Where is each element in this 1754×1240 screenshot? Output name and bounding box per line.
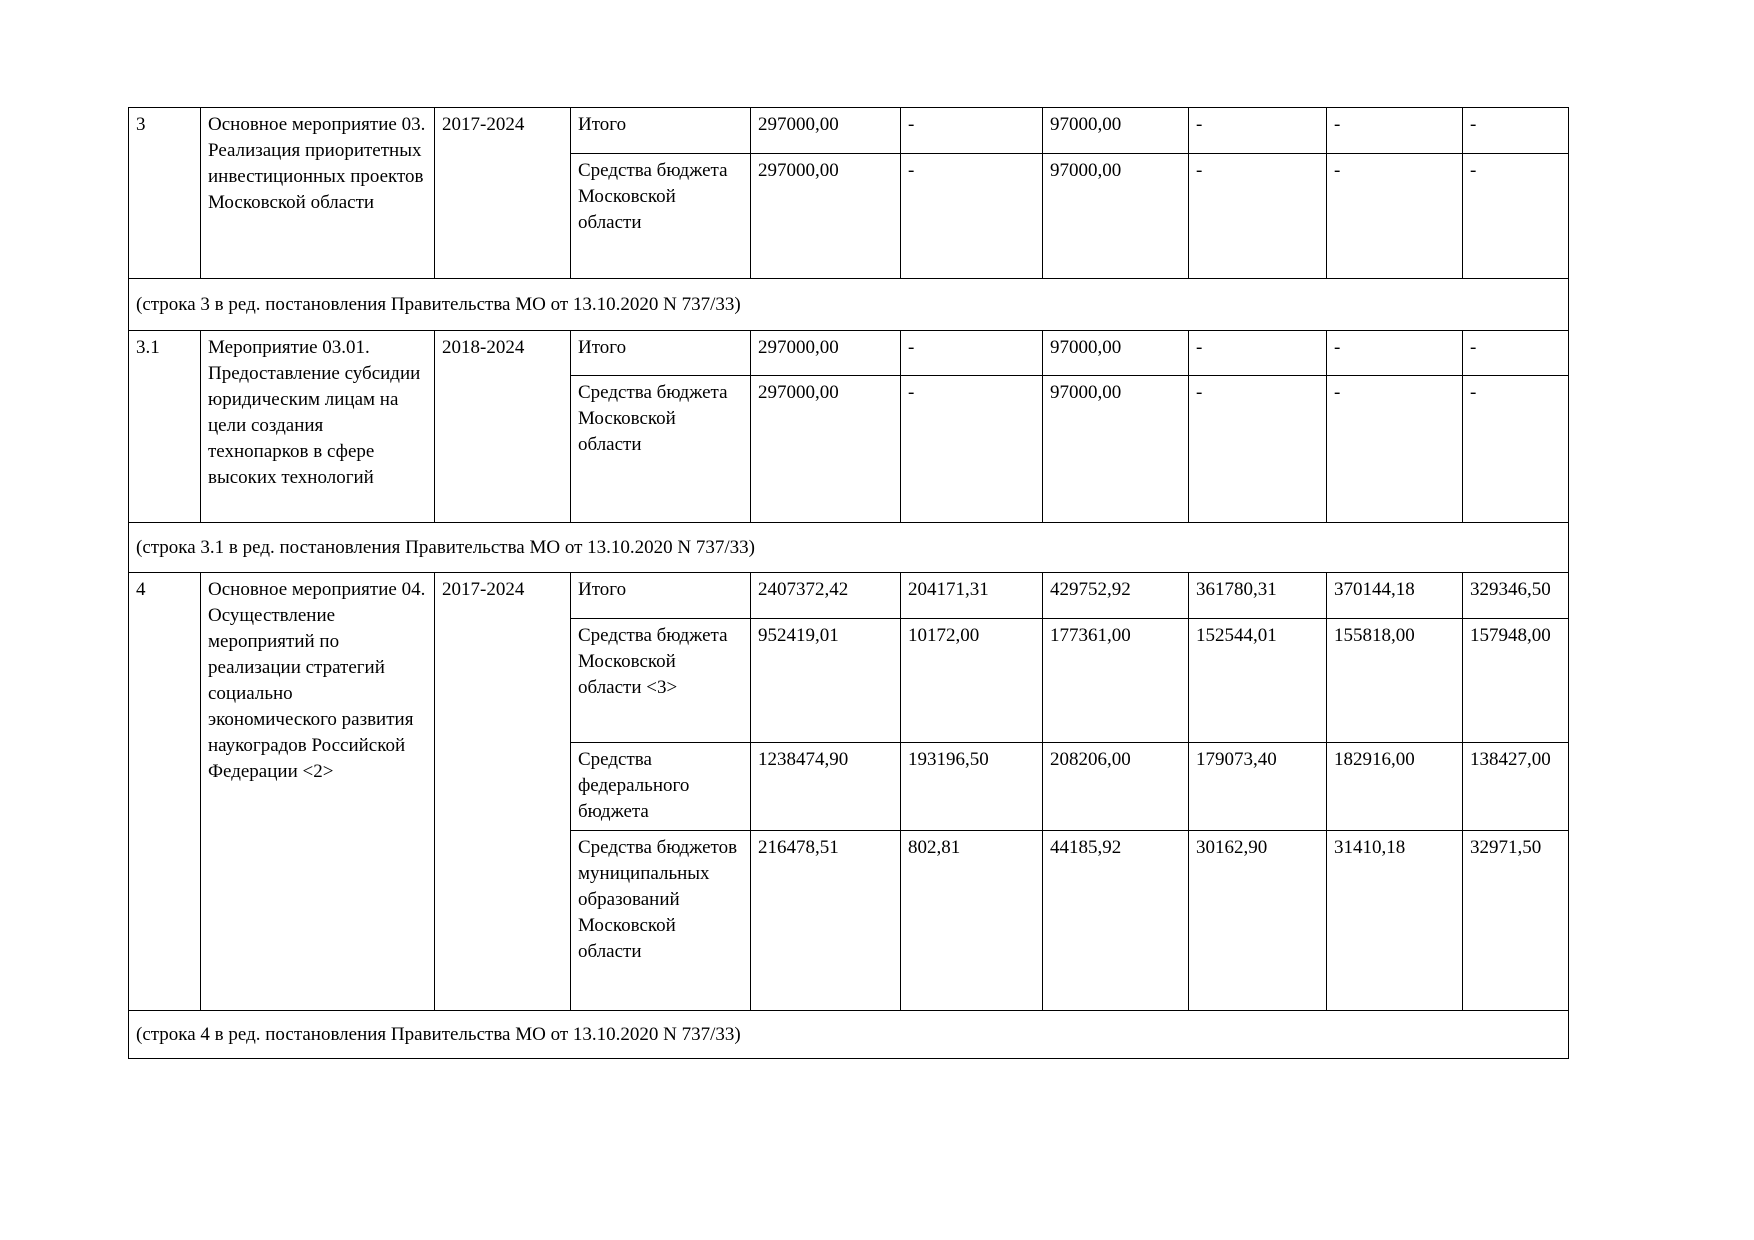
years-cell: 2018-2024 [435, 331, 571, 523]
amount-cell: 97000,00 [1043, 108, 1189, 154]
amount-cell: 952419,01 [751, 619, 901, 743]
amendment-note-row [129, 1011, 1569, 1059]
amount-cell: 2407372,42 [751, 573, 901, 619]
amount-cell: 216478,51 [751, 831, 901, 1011]
funding-source-cell: Средства федерального бюджета [571, 743, 751, 831]
funding-source-cell: Итого [571, 108, 751, 154]
amendment-note-row [129, 523, 1569, 573]
table-row [129, 108, 1569, 154]
amount-cell: - [1463, 376, 1569, 523]
amendment-note: (строка 3.1 в ред. постановления Правительства МО от 13.10.2020 N 737/33) [129, 523, 1569, 573]
amount-cell: 1238474,90 [751, 743, 901, 831]
amount-cell: 208206,00 [1043, 743, 1189, 831]
funding-source-cell: Итого [571, 573, 751, 619]
measure-name-cell: Основное мероприятие 04. Осуществление мероприятий по реализации стратегий социально экономического развития наукоградов Российской Федерации <2> [201, 573, 435, 1011]
amount-cell: 10172,00 [901, 619, 1043, 743]
amount-cell: - [901, 376, 1043, 523]
amount-cell: - [901, 154, 1043, 279]
amount-cell: 157948,00 [1463, 619, 1569, 743]
amount-cell: - [1189, 376, 1327, 523]
amount-cell: - [1463, 331, 1569, 376]
row-number-cell: 4 [129, 573, 201, 1011]
amendment-note: (строка 4 в ред. постановления Правительства МО от 13.10.2020 N 737/33) [129, 1011, 1569, 1059]
funding-source-cell: Итого [571, 331, 751, 376]
amount-cell: - [1463, 154, 1569, 279]
measure-name-cell: Основное мероприятие 03. Реализация приоритетных инвестиционных проектов Московской области [201, 108, 435, 279]
amount-cell: 429752,92 [1043, 573, 1189, 619]
amount-cell: 31410,18 [1327, 831, 1463, 1011]
amount-cell: 204171,31 [901, 573, 1043, 619]
funding-source-cell: Средства бюджета Московской области [571, 376, 751, 523]
amount-cell: 802,81 [901, 831, 1043, 1011]
amount-cell: - [1327, 108, 1463, 154]
amount-cell: 193196,50 [901, 743, 1043, 831]
amount-cell: 297000,00 [751, 154, 901, 279]
amount-cell: 182916,00 [1327, 743, 1463, 831]
amount-cell: - [1189, 154, 1327, 279]
amount-cell: - [1327, 376, 1463, 523]
amount-cell: 155818,00 [1327, 619, 1463, 743]
amendment-note: (строка 3 в ред. постановления Правительства МО от 13.10.2020 N 737/33) [129, 279, 1569, 331]
years-cell: 2017-2024 [435, 108, 571, 279]
amount-cell: - [901, 331, 1043, 376]
amount-cell: 297000,00 [751, 331, 901, 376]
amount-cell: - [1463, 108, 1569, 154]
amount-cell: - [1189, 108, 1327, 154]
amount-cell: - [901, 108, 1043, 154]
amount-cell: 370144,18 [1327, 573, 1463, 619]
row-number-cell: 3 [129, 108, 201, 279]
funding-source-cell: Средства бюджетов муниципальных образований Московской области [571, 831, 751, 1011]
funding-source-cell: Средства бюджета Московской области <3> [571, 619, 751, 743]
amount-cell: 297000,00 [751, 376, 901, 523]
amount-cell: 32971,50 [1463, 831, 1569, 1011]
amount-cell: 97000,00 [1043, 154, 1189, 279]
amount-cell: 329346,50 [1463, 573, 1569, 619]
table-row [129, 573, 1569, 619]
amount-cell: - [1189, 331, 1327, 376]
amount-cell: 297000,00 [751, 108, 901, 154]
amount-cell: 30162,90 [1189, 831, 1327, 1011]
amendment-note-row [129, 279, 1569, 331]
amount-cell: 138427,00 [1463, 743, 1569, 831]
amount-cell: 152544,01 [1189, 619, 1327, 743]
budget-table [128, 107, 1569, 1059]
measure-name-cell: Мероприятие 03.01. Предоставление субсидии юридическим лицам на цели создания технопарков в сфере высоких технологий [201, 331, 435, 523]
amount-cell: - [1327, 331, 1463, 376]
table-row [129, 331, 1569, 376]
funding-source-cell: Средства бюджета Московской области [571, 154, 751, 279]
amount-cell: 179073,40 [1189, 743, 1327, 831]
amount-cell: - [1327, 154, 1463, 279]
amount-cell: 177361,00 [1043, 619, 1189, 743]
row-number-cell: 3.1 [129, 331, 201, 523]
amount-cell: 361780,31 [1189, 573, 1327, 619]
years-cell: 2017-2024 [435, 573, 571, 1011]
amount-cell: 97000,00 [1043, 331, 1189, 376]
amount-cell: 97000,00 [1043, 376, 1189, 523]
amount-cell: 44185,92 [1043, 831, 1189, 1011]
